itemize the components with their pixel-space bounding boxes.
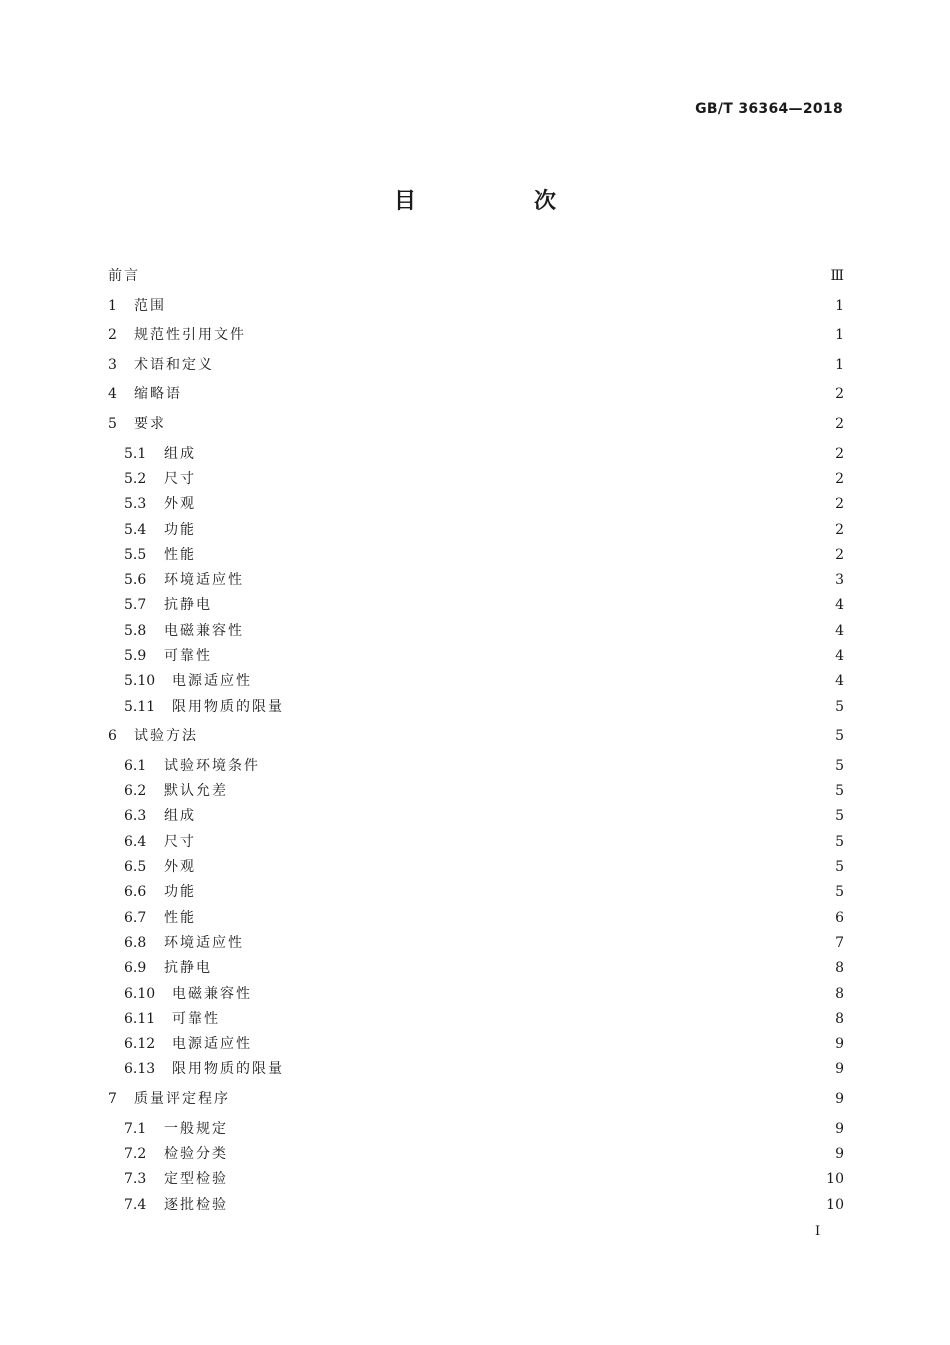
toc-entry[interactable] [124, 1118, 844, 1140]
toc-entry-label: 限用物质的限量 [172, 698, 284, 715]
toc-entry[interactable] [108, 383, 844, 405]
toc-entry-label: 要求 [134, 416, 166, 432]
toc-entry-page: 5 [835, 698, 844, 715]
toc-entry-label: 外观 [164, 859, 196, 875]
toc-entry[interactable] [124, 1033, 844, 1055]
toc-entry-page: 5 [835, 833, 844, 850]
toc-entry-label: 抗静电 [164, 597, 212, 614]
toc-entry-label: 定型检验 [164, 1171, 228, 1188]
toc-entry[interactable] [124, 544, 844, 566]
toc-entry-label: 组成 [164, 445, 196, 462]
dot-leader [236, 1088, 827, 1110]
toc-entry-label: 术语和定义 [134, 356, 214, 373]
toc-entry-page: 4 [835, 597, 844, 614]
dot-leader [202, 544, 827, 566]
toc-entry-label: 电源适应性 [172, 673, 252, 690]
toc-entry-page: 4 [835, 648, 844, 664]
toc-entry-page: 1 [835, 297, 844, 314]
toc-entry-label: 默认允差 [164, 783, 228, 800]
toc-entry[interactable] [124, 468, 844, 490]
dot-leader [290, 696, 827, 718]
toc-entry-number: 7.3 [124, 1171, 147, 1188]
toc-entry-label: 尺寸 [164, 833, 196, 850]
toc-entry-number: 6.7 [124, 909, 147, 926]
toc-entry[interactable] [124, 1194, 844, 1216]
toc-entry[interactable] [124, 983, 844, 1005]
toc-entry-label: 缩略语 [134, 386, 182, 403]
toc-entry-number: 6.3 [124, 808, 147, 825]
toc-entry[interactable] [124, 805, 844, 827]
toc-entry-number: 5.9 [124, 648, 147, 664]
toc-entry[interactable] [124, 519, 844, 541]
toc-entry-number: 3 [108, 356, 117, 373]
toc-entry[interactable] [124, 493, 844, 515]
toc-entry[interactable] [124, 594, 844, 616]
dot-leader [218, 594, 827, 616]
toc-entry-number: 5.7 [124, 597, 147, 614]
toc-entry-label: 可靠性 [164, 648, 212, 664]
dot-leader [188, 383, 827, 405]
toc-entry-label: 抗静电 [164, 960, 212, 977]
dot-leader [204, 725, 827, 747]
toc-entry[interactable] [124, 831, 844, 853]
toc-entry-label: 电磁兼容性 [164, 622, 244, 639]
toc-entry-number: 7.1 [124, 1120, 147, 1137]
dot-leader [258, 983, 827, 1005]
toc-entry[interactable] [124, 932, 844, 954]
dot-leader [252, 324, 827, 346]
toc-entry-page: 8 [835, 1010, 844, 1027]
toc-entry-page: 10 [826, 1196, 844, 1213]
toc-entry-number: 7 [108, 1091, 117, 1107]
toc-entry-number: 6.5 [124, 859, 147, 875]
toc-entry-number: 5.6 [124, 572, 147, 589]
toc-entry-label: 规范性引用文件 [134, 327, 246, 344]
toc-entry-label: 前言 [108, 268, 140, 284]
toc-entry[interactable] [124, 881, 844, 903]
toc-entry-page: 5 [835, 859, 844, 875]
toc-entry-label: 外观 [164, 496, 196, 513]
toc-entry-page: 5 [835, 783, 844, 800]
toc-entry-number: 6 [108, 728, 117, 745]
toc-entry-page: 5 [835, 757, 844, 774]
toc-entry[interactable] [124, 907, 844, 929]
toc-entry-label: 功能 [164, 521, 196, 538]
toc-entry-page: 3 [835, 572, 844, 589]
dot-leader [250, 569, 827, 591]
toc-entry[interactable] [124, 569, 844, 591]
toc-entry-number: 6.4 [124, 833, 147, 850]
document-code: GB/T 36364—2018 [695, 101, 843, 117]
toc-entry[interactable] [124, 1008, 844, 1030]
toc-entry-number: 5.10 [124, 673, 156, 690]
toc-entry-label: 性能 [164, 546, 196, 563]
toc-entry-number: 6.2 [124, 783, 147, 800]
toc-entry-number: 5.11 [124, 698, 156, 715]
dot-leader [226, 1008, 827, 1030]
toc-entry-number: 5.2 [124, 470, 147, 487]
dot-leader [202, 805, 827, 827]
toc-entry-page: 2 [835, 470, 844, 487]
toc-entry-page: 5 [835, 884, 844, 901]
dot-leader [202, 519, 827, 541]
dot-leader [234, 1143, 827, 1165]
toc-entry-page: 8 [835, 960, 844, 977]
toc-entry[interactable] [108, 1088, 844, 1110]
dot-leader [290, 1058, 827, 1080]
toc-entry-label: 环境适应性 [164, 934, 244, 951]
dot-leader [172, 413, 827, 435]
toc-entry-page: 7 [835, 934, 844, 951]
dot-leader [202, 831, 827, 853]
toc-entry-page: 8 [835, 985, 844, 1002]
toc-entry-page: 5 [835, 808, 844, 825]
toc-entry-number: 6.1 [124, 757, 147, 774]
toc-entry-number: 6.11 [124, 1010, 156, 1027]
toc-entry[interactable] [124, 1143, 844, 1165]
toc-entry[interactable] [108, 265, 844, 287]
dot-leader [234, 1168, 818, 1190]
dot-leader [218, 957, 827, 979]
dot-leader [218, 645, 827, 667]
dot-leader [266, 755, 827, 777]
toc-entry-label: 功能 [164, 884, 196, 901]
toc-entry-number: 6.6 [124, 884, 147, 901]
toc-entry-label: 试验环境条件 [164, 757, 260, 774]
dot-leader [202, 468, 827, 490]
dot-leader [172, 295, 827, 317]
dot-leader [234, 1194, 818, 1216]
toc-entry[interactable] [124, 645, 844, 667]
toc-entry[interactable] [124, 696, 844, 718]
toc-entry-number: 5.4 [124, 521, 147, 538]
toc-entry-label: 试验方法 [134, 728, 198, 745]
toc-entry[interactable] [108, 354, 844, 376]
toc-entry-number: 5.3 [124, 496, 147, 513]
toc-entry-page: 2 [835, 416, 844, 432]
toc-entry-page: 4 [835, 673, 844, 690]
toc-entry-page: 5 [835, 728, 844, 745]
toc-entry-label: 电源适应性 [172, 1036, 252, 1053]
toc-entry-number: 5.8 [124, 622, 147, 639]
toc-entry-number: 6.12 [124, 1036, 156, 1053]
toc-title: 目 次 [393, 189, 604, 214]
toc-entry-label: 一般规定 [164, 1120, 228, 1137]
toc-entry-number: 6.13 [124, 1061, 156, 1078]
toc-entry-page: 9 [835, 1091, 844, 1107]
toc-entry[interactable] [108, 725, 844, 747]
dot-leader [202, 907, 827, 929]
toc-entry-number: 7.2 [124, 1145, 147, 1162]
toc-entry-page: 9 [835, 1145, 844, 1162]
dot-leader [258, 670, 827, 692]
toc-entry-number: 2 [108, 327, 117, 344]
toc-entry[interactable] [124, 1168, 844, 1190]
dot-leader [202, 493, 827, 515]
toc-entry[interactable] [124, 856, 844, 878]
toc-entry[interactable] [124, 1058, 844, 1080]
toc-entry-label: 性能 [164, 909, 196, 926]
toc-entry-number: 6.10 [124, 985, 156, 1002]
toc-entry-number: 6.9 [124, 960, 147, 977]
toc-entry-page: 9 [835, 1061, 844, 1078]
toc-entry-label: 组成 [164, 808, 196, 825]
toc-entry-number: 7.4 [124, 1196, 147, 1213]
toc-entry[interactable] [124, 780, 844, 802]
dot-leader [202, 856, 827, 878]
dot-leader [250, 932, 827, 954]
dot-leader [202, 881, 827, 903]
toc-entry-number: 1 [108, 297, 117, 314]
toc-entry-number: 5 [108, 416, 117, 432]
toc-entry-page: 2 [835, 546, 844, 563]
toc-entry-label: 尺寸 [164, 470, 196, 487]
toc-entry-label: 质量评定程序 [134, 1091, 230, 1107]
toc-entry-label: 可靠性 [172, 1010, 220, 1027]
toc-entry[interactable] [124, 620, 844, 642]
dot-leader [220, 354, 827, 376]
toc-entry[interactable] [124, 670, 844, 692]
dot-leader [250, 620, 827, 642]
dot-leader [258, 1033, 827, 1055]
toc-entry-label: 逐批检验 [164, 1196, 228, 1213]
toc-entry[interactable] [124, 443, 844, 465]
dot-leader [234, 1118, 827, 1140]
toc-entry-page: Ⅲ [830, 268, 844, 284]
toc-entry-page: 1 [835, 356, 844, 373]
toc-entry-page: 1 [835, 327, 844, 344]
toc-entry-page: 9 [835, 1120, 844, 1137]
toc-entry-page: 9 [835, 1036, 844, 1053]
toc-entry-page: 2 [835, 386, 844, 403]
toc-entry-number: 4 [108, 386, 117, 403]
toc-entry[interactable] [124, 755, 844, 777]
dot-leader [234, 780, 827, 802]
toc-entry-page: 2 [835, 521, 844, 538]
toc-entry-page: 2 [835, 445, 844, 462]
toc-entry-number: 5.5 [124, 546, 147, 563]
dot-leader [146, 265, 822, 287]
toc-entry-page: 10 [826, 1171, 844, 1188]
toc-entry-label: 电磁兼容性 [172, 985, 252, 1002]
toc-entry-number: 6.8 [124, 934, 147, 951]
toc-entry-label: 限用物质的限量 [172, 1061, 284, 1078]
toc-entry-label: 环境适应性 [164, 572, 244, 589]
toc-entry-page: 6 [835, 909, 844, 926]
footer-page-number: I [815, 1224, 821, 1239]
toc-entry-page: 4 [835, 622, 844, 639]
toc-entry[interactable] [108, 295, 844, 317]
toc-entry[interactable] [108, 324, 844, 346]
toc-entry-number: 5.1 [124, 445, 147, 462]
toc-entry-label: 检验分类 [164, 1145, 228, 1162]
toc-entry[interactable] [124, 957, 844, 979]
toc-entry[interactable] [108, 413, 844, 435]
toc-entry-label: 范围 [134, 297, 166, 314]
dot-leader [202, 443, 827, 465]
toc-entry-page: 2 [835, 496, 844, 513]
